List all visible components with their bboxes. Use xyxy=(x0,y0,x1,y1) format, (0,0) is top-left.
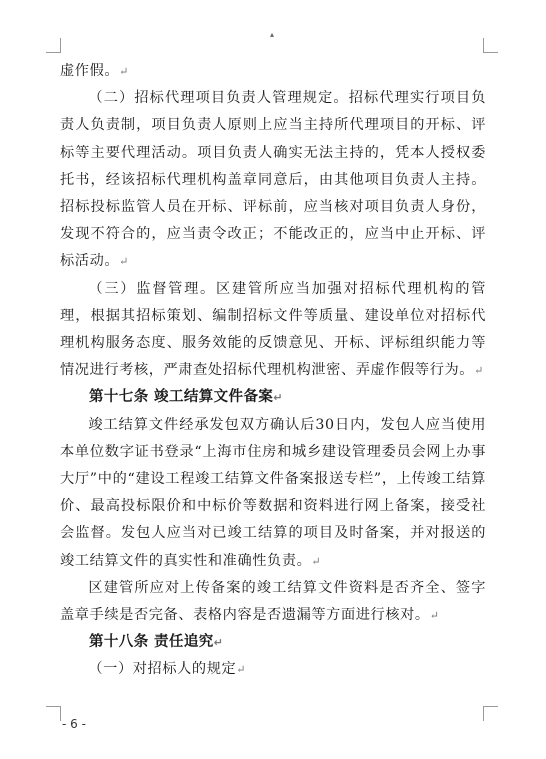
paragraph-settlement-filing[interactable]: 竣工结算文件经承发包双方确认后30日内，发包人应当使用本单位数字证书登录“上海市住房和城乡建设管理委员会网上办事大厅”中的“建设工程竣工结算文件备案报送专栏”，上传竣工结算价、最高投标限价和中标价等数据和资料进行网上备案，接受社会监督。发包人应当对已竣工结算的项目及时备案，并对报送的竣工结算文件的真实性和准确性负责。↵ xyxy=(60,416,486,569)
paragraph-agent-manager-rules[interactable]: （二）招标代理项目负责人管理规定。招标代理实行项目负责人负责制，项目负责人原则上应当主持所代理项目的开标、评标等主要代理活动。项目负责人确实无法主持的，凭本人授权委托书，经该招标代理机构盖章同意后，由其他项目负责人主持。招标投标监管人员在开标、评标前，应当核对项目负责人身份，发现不符合的，应当责令改正；不能改正的，应当中止开标、评标活动。↵ xyxy=(60,90,486,270)
paragraph-continuation[interactable]: 虚作假。↵ xyxy=(60,63,129,79)
crop-mark-bottom-left xyxy=(46,706,61,721)
subheading-tenderer-rules[interactable]: （一）对招标人的规定↵ xyxy=(88,661,246,678)
heading-article-18[interactable]: 第十八条 责任追究↵ xyxy=(89,634,223,651)
heading-article-17[interactable]: 第十七条 竣工结算文件备案↵ xyxy=(89,389,283,406)
crop-mark-top-left xyxy=(46,38,61,53)
crop-mark-top-right xyxy=(483,38,498,53)
top-anchor-mark: ▴ xyxy=(270,30,275,39)
document-body xyxy=(60,58,486,684)
paragraph-settlement-check[interactable]: 区建管所应对上传备案的竣工结算文件资料是否齐全、签字盖章手续是否完备、表格内容是否遗漏等方面进行核对。↵ xyxy=(60,579,486,624)
crop-mark-bottom-right xyxy=(483,706,498,721)
page-number: - 6 - xyxy=(62,717,86,731)
paragraph-supervision[interactable]: （三）监督管理。区建管所应当加强对招标代理机构的管理，根据其招标策划、编制招标文件等质量、建设单位对招标代理机构服务态度、服务效能的反馈意见、开标、评标组织能力等情况进行考核，严肃查处招标代理机构泄密、弄虚作假等行为。↵ xyxy=(60,280,486,379)
